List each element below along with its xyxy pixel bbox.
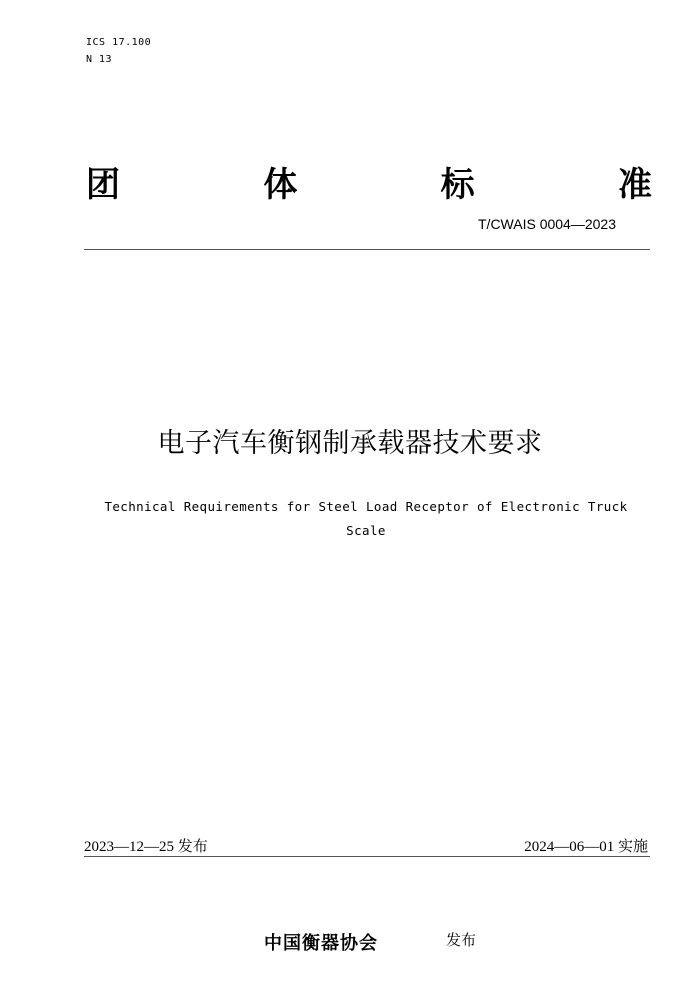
implement-date: 2024—06—01 实施: [524, 839, 648, 855]
standard-type-char: 体: [263, 165, 298, 205]
chinese-title: 电子汽车衡钢制承载器技术要求: [157, 428, 543, 459]
english-title: Technical Requirements for Steel Load Receptor of Electronic Truck Scale: [104, 499, 628, 538]
footer-divider: [84, 856, 650, 857]
issuer-action: 发布: [446, 931, 477, 949]
standard-type-heading: [86, 163, 652, 207]
standard-type-char: 准: [617, 165, 652, 205]
ics-code: ICS 17.100: [86, 37, 152, 48]
standard-type-char: 团: [86, 165, 120, 205]
standard-number: T/CWAIS 0004—2023: [478, 216, 616, 232]
issuer-name: 中国衡器协会: [264, 933, 378, 954]
header-divider: [84, 249, 650, 250]
ccs-code: N 13: [86, 54, 113, 65]
standard-type-char: 标: [440, 165, 475, 205]
publish-date: 2023—12—25 发布: [84, 839, 208, 855]
